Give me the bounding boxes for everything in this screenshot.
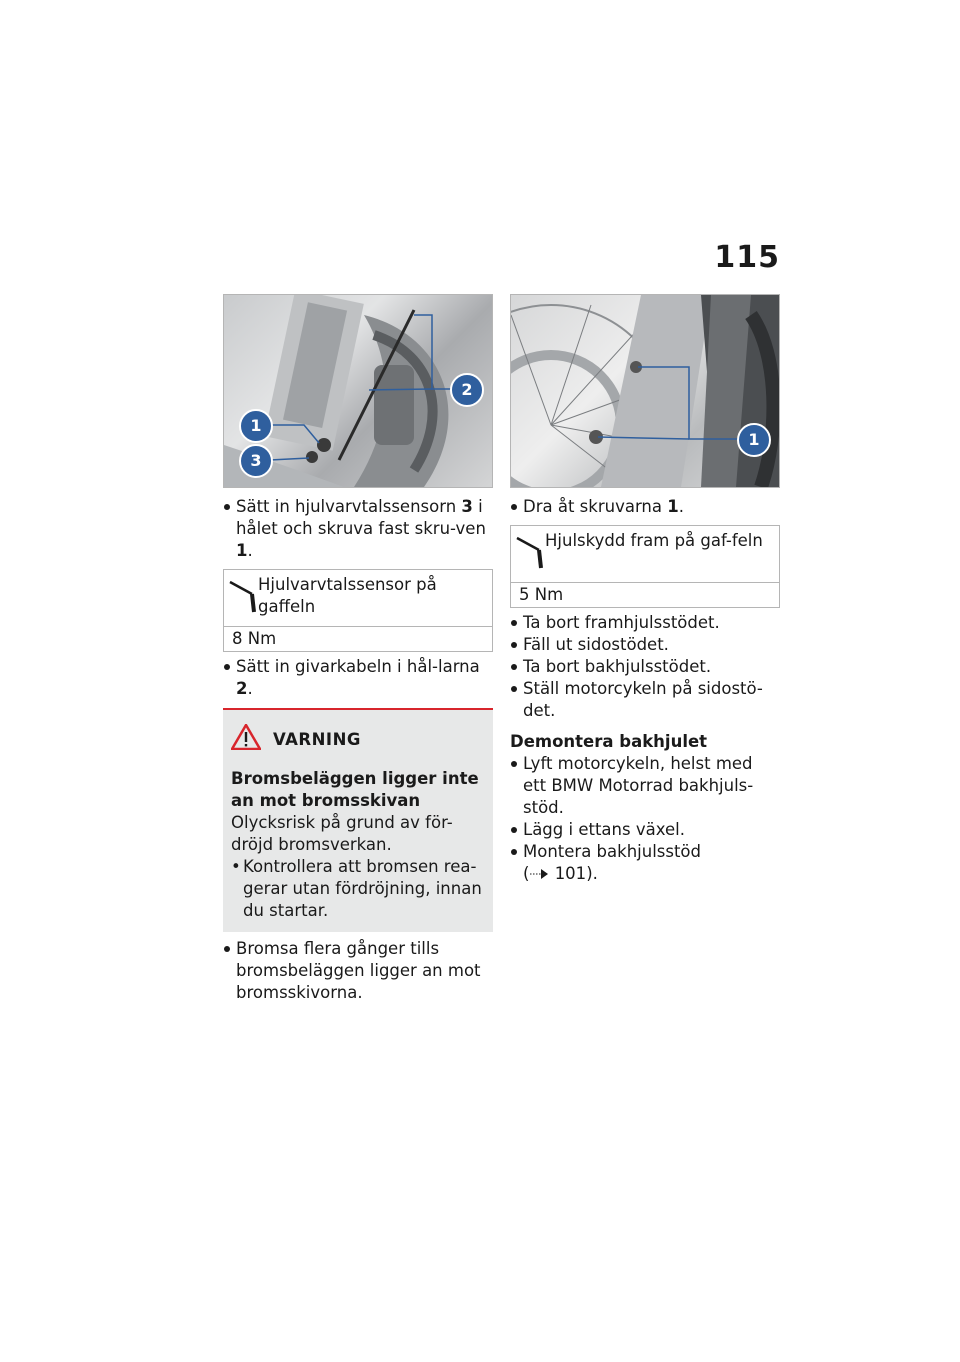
list-item: Lägg i ettans växel.	[510, 819, 780, 841]
page-reference[interactable]: 101	[554, 864, 587, 883]
warning-subtitle: Bromsbeläggen ligger inte an mot bromsskivan	[231, 769, 479, 810]
list-item: Ställ motorcykeln på sidostö-det.	[510, 678, 780, 722]
callout-1: 1	[239, 409, 273, 443]
list-item: Fäll ut sidostödet.	[510, 634, 780, 656]
warning-body: Olycksrisk på grund av för-dröjd bromsverkan.	[231, 813, 453, 854]
list-item: • Kontrollera att bromsen rea-gerar utan fördröjning, innan du startar.	[231, 856, 485, 922]
list-item: Ta bort bakhjulsstödet.	[510, 656, 780, 678]
callout-2: 2	[450, 373, 484, 407]
step-list	[510, 612, 780, 722]
list-item: Sätt in hjulvarvtalssensorn 3 i hålet och skruva fast skru-ven 1.	[223, 496, 493, 562]
left-column	[223, 294, 493, 1004]
torque-spec	[223, 569, 493, 652]
torque-spec	[510, 525, 780, 608]
list-item: Sätt in givarkabeln i hål-larna 2.	[223, 656, 493, 700]
list-item: Lyft motorcykeln, helst med ett BMW Motorrad bakhjuls-stöd.	[510, 753, 780, 819]
step-list	[223, 938, 493, 1004]
step-list	[510, 496, 780, 518]
torque-value: 8 Nm	[232, 629, 277, 648]
section-heading: Demontera bakhjulet	[510, 732, 708, 751]
step-list	[223, 496, 493, 562]
torque-label: Hjulskydd fram på gaf-feln	[545, 531, 763, 550]
callout-3: 3	[239, 444, 273, 478]
torque-wrench-icon	[224, 570, 258, 626]
list-item: Ta bort framhjulsstödet.	[510, 612, 780, 634]
warning-title: VARNING	[273, 730, 361, 749]
warning-list	[231, 856, 485, 922]
list-item: Bromsa flera gånger tills bromsbeläggen ligger an mot bromsskivorna.	[223, 938, 493, 1004]
step-list	[223, 656, 493, 700]
page-reference-arrow-icon	[529, 864, 549, 886]
torque-wrench-icon	[511, 526, 545, 582]
warning-box	[223, 708, 493, 932]
step-list	[510, 753, 780, 886]
torque-label: Hjulvarvtalssensor på gaffeln	[258, 575, 437, 616]
figure-front-wheel-cover	[510, 294, 780, 488]
callout-1: 1	[737, 423, 771, 457]
warning-triangle-icon	[231, 724, 261, 756]
right-column	[510, 294, 780, 886]
page-number: 115	[714, 240, 780, 275]
list-item: Dra åt skruvarna 1.	[510, 496, 780, 518]
torque-value: 5 Nm	[519, 585, 564, 604]
figure-front-wheel-sensor	[223, 294, 493, 488]
list-item: Montera bakhjulsstöd ( 101).	[510, 841, 780, 886]
